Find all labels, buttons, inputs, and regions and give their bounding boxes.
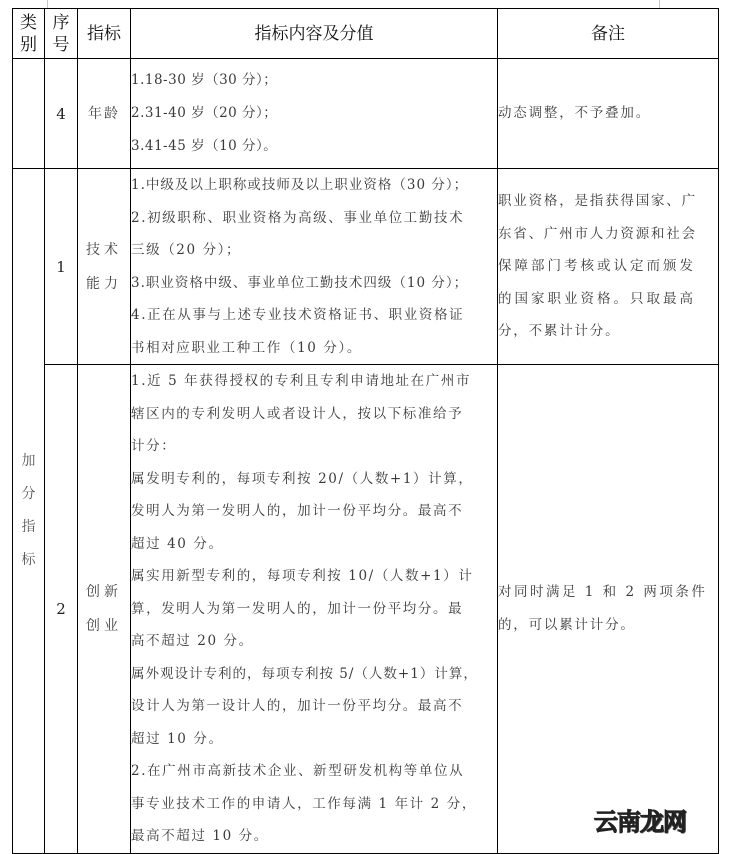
note-cell <box>498 169 719 365</box>
content-cell <box>131 365 498 854</box>
content-line: 3.职业资格中级、事业单位工勤技术四级（10 分）； <box>131 274 469 291</box>
category-cell-empty <box>13 59 45 169</box>
header-indicator: 指标 <box>78 9 131 59</box>
header-note: 备注 <box>498 9 719 59</box>
site-watermark-logo <box>594 807 686 837</box>
content-line: 属实用新型专利的，每项专利按 10/（人数+1）计 <box>131 568 474 584</box>
header-category-label <box>20 12 37 56</box>
page-corner-mark-right <box>659 0 660 8</box>
note-line: 的，可以累计计分。 <box>498 616 636 633</box>
header-number <box>45 9 78 59</box>
content-line: 属外观设计专利的，每项专利按 5/（人数+1）计算， <box>131 665 478 682</box>
category-char: 分 <box>21 485 36 502</box>
content-line: 2.31-40 岁（20 分）； <box>131 105 278 121</box>
content-line: 超过 40 分。 <box>131 535 224 552</box>
note-line: 的国家职业资格。只取最高 <box>498 290 696 307</box>
content-line: 1.近 5 年获得授权的专利且专利申请地址在广州市 <box>131 373 472 389</box>
content-line: 书相对应职业工种工作（10 分）。 <box>131 339 362 356</box>
indicator-label-line: 能力 <box>86 275 122 292</box>
note-line: 动态调整，不予叠加。 <box>498 105 651 122</box>
content-line: 事专业技术工作的申请人，工作每满 1 年计 2 分， <box>131 795 477 812</box>
category-char: 加 <box>21 452 36 469</box>
row-number: 4 <box>45 59 78 169</box>
page-corner-mark-left <box>47 0 48 8</box>
content-line: 属发明专利的，每项专利按 20/（人数+1）计算， <box>131 470 474 487</box>
content-line: 高不超过 20 分。 <box>131 633 254 649</box>
header-content: 指标内容及分值 <box>131 9 498 59</box>
content-cell <box>131 169 498 365</box>
content-line: 1.中级及以上职称或技师及以上职业资格（30 分）； <box>131 177 469 193</box>
indicator-label-line: 创新 <box>86 583 122 600</box>
indicator-label-line: 创业 <box>86 617 122 634</box>
watermark-text-orange: 云南 <box>594 808 640 836</box>
indicator-label <box>86 233 122 301</box>
indicator-cell <box>78 59 131 169</box>
table-header-row <box>13 9 719 59</box>
header-number-label <box>53 12 70 56</box>
content-line: 3.41-45 岁（10 分）。 <box>131 138 278 154</box>
row-number: 2 <box>45 365 78 854</box>
indicator-cell <box>78 169 131 365</box>
header-category-char-1: 类 <box>20 12 37 33</box>
note-line: 职业资格，是指获得国家、广 <box>498 193 697 210</box>
content-line: 三级（20 分）； <box>131 242 242 258</box>
table-row-age <box>13 59 719 169</box>
content-line: 2.初级职称、职业资格为高级、事业单位工勤技术 <box>131 209 465 226</box>
header-number-char-1: 序 <box>52 12 70 33</box>
scoring-criteria-table <box>12 8 719 854</box>
table-row-innovation <box>13 365 719 854</box>
header-number-char-2: 号 <box>52 34 70 55</box>
category-char: 标 <box>21 551 36 568</box>
content-line: 设计人为第一设计人的，加计一份平均分。最高不 <box>131 698 464 714</box>
category-label-vertical <box>22 445 36 577</box>
content-line: 最高不超过 10 分。 <box>131 828 269 844</box>
content-line: 算，发明人为第一发明人的，加计一份平均分。最 <box>131 600 464 617</box>
note-line: 东省、广州市人力资源和社会 <box>498 225 697 242</box>
content-line: 4.正在从事与上述专业技术资格证书、职业资格证 <box>131 307 465 323</box>
header-category-char-2: 别 <box>20 34 37 55</box>
row-number: 1 <box>45 169 78 365</box>
indicator-label-line: 技术 <box>86 241 122 258</box>
content-line: 2.在广州市高新技术企业、新型研发机构等单位从 <box>131 763 465 779</box>
content-line: 超过 10 分。 <box>131 730 224 747</box>
watermark-text-white: 龙网 <box>640 808 686 836</box>
content-line: 发明人为第一发明人的，加计一份平均分。最高不 <box>131 503 464 519</box>
indicator-label: 年龄 <box>88 105 120 122</box>
content-line: 计分： <box>131 438 177 454</box>
header-category <box>13 9 45 59</box>
category-cell-bonus <box>13 169 45 854</box>
note-line: 分，不累计计分。 <box>498 323 621 340</box>
category-char: 指 <box>21 518 36 535</box>
content-cell <box>131 59 498 169</box>
table-row-technical-ability <box>13 169 719 365</box>
note-cell <box>498 59 719 169</box>
indicator-cell <box>78 365 131 854</box>
note-line: 对同时满足 1 和 2 两项条件 <box>498 584 708 601</box>
note-cell <box>498 365 719 854</box>
indicator-label <box>86 575 122 643</box>
note-line: 保障部门考核或认定而颁发 <box>498 258 696 275</box>
content-line: 1.18-30 岁（30 分）； <box>131 72 278 88</box>
content-line: 辖区内的专利发明人或者设计人，按以下标准给予 <box>131 405 464 422</box>
